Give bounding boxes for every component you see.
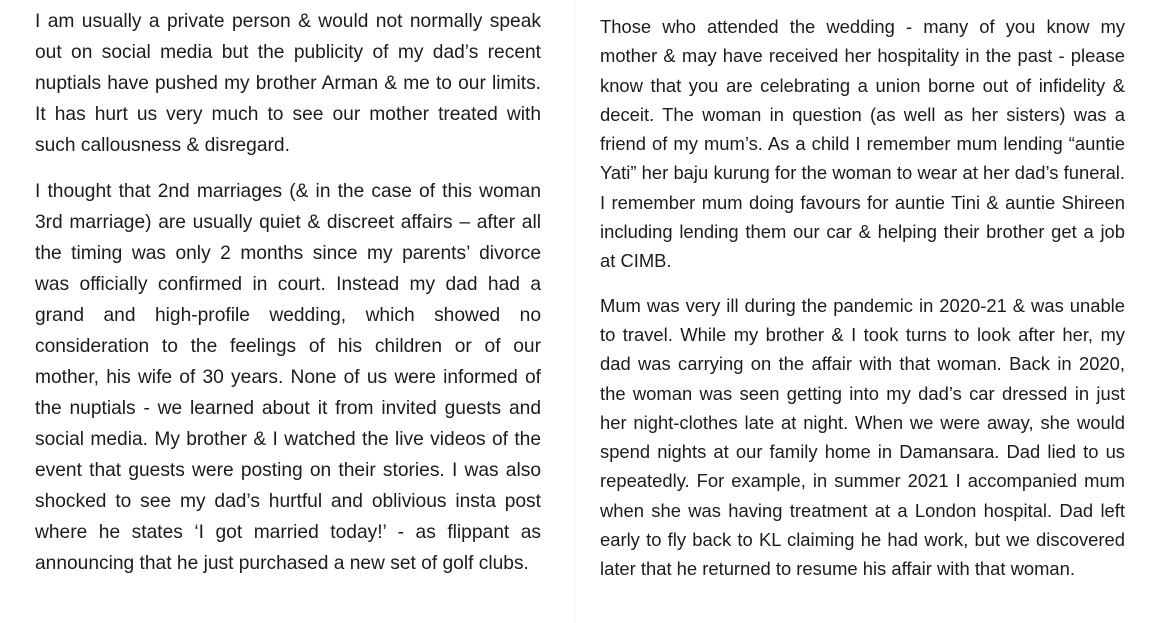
right-paragraph-1: Those who attended the wedding - many of you know my mother & may have received her hospitality in the past - please know that you are celebrating a union borne out of infidelity & deceit. The woman in question (as well as her sisters) was a friend of my mum’s. As a child I remember mum lending “auntie Yati” her baju kurung for the woman to wear at her dad’s funeral. I remember mum doing favours for auntie Tini & auntie Shireen including lending them our car & helping their brother get a job at CIMB. [600, 16, 1125, 272]
right-text-panel [575, 0, 1150, 623]
left-paragraph-1: I am usually a private person & would not normally speak out on social media but the publicity of my dad’s recent nuptials have pushed my brother Arman & me to our limits. It has hurt us very much to see our mother treated with such callousness & disregard. [35, 11, 541, 156]
right-paragraph-2: Mum was very ill during the pandemic in 2020-21 & was unable to travel. While my brother & I took turns to look after her, my dad was carrying on the affair with that woman. Back in 2020, the woman was seen getting into my dad’s car dressed in just her night-clothes late at night. When we were away, she would spend nights at our family home in Damansara. Dad lied to us repeatedly. For example, in summer 2021 I accompanied mum when she was having treatment at a London hospital. Dad left early to fly back to KL claiming he had work, but we discovered later that he returned to resume his affair with that woman. [600, 294, 1125, 580]
left-paragraph-2: I thought that 2nd marriages (& in the case of this woman 3rd marriage) are usually quiet & discreet affairs – after all the timing was only 2 months since my parents’ divorce was officially confirmed in court. Instead my dad had a grand and high-profile wedding, which showed no consideration to the feelings of his children or of our mother, his wife of 30 years. None of us were informed of the nuptials - we learned about it from invited guests and social media. My brother & I watched the live videos of the event that guests were posting on their stories. I was also shocked to see my dad’s hurtful and oblivious insta post where he states ‘I got married today!’ - as flippant as announcing that he just purchased a new set of golf clubs. [35, 181, 541, 574]
